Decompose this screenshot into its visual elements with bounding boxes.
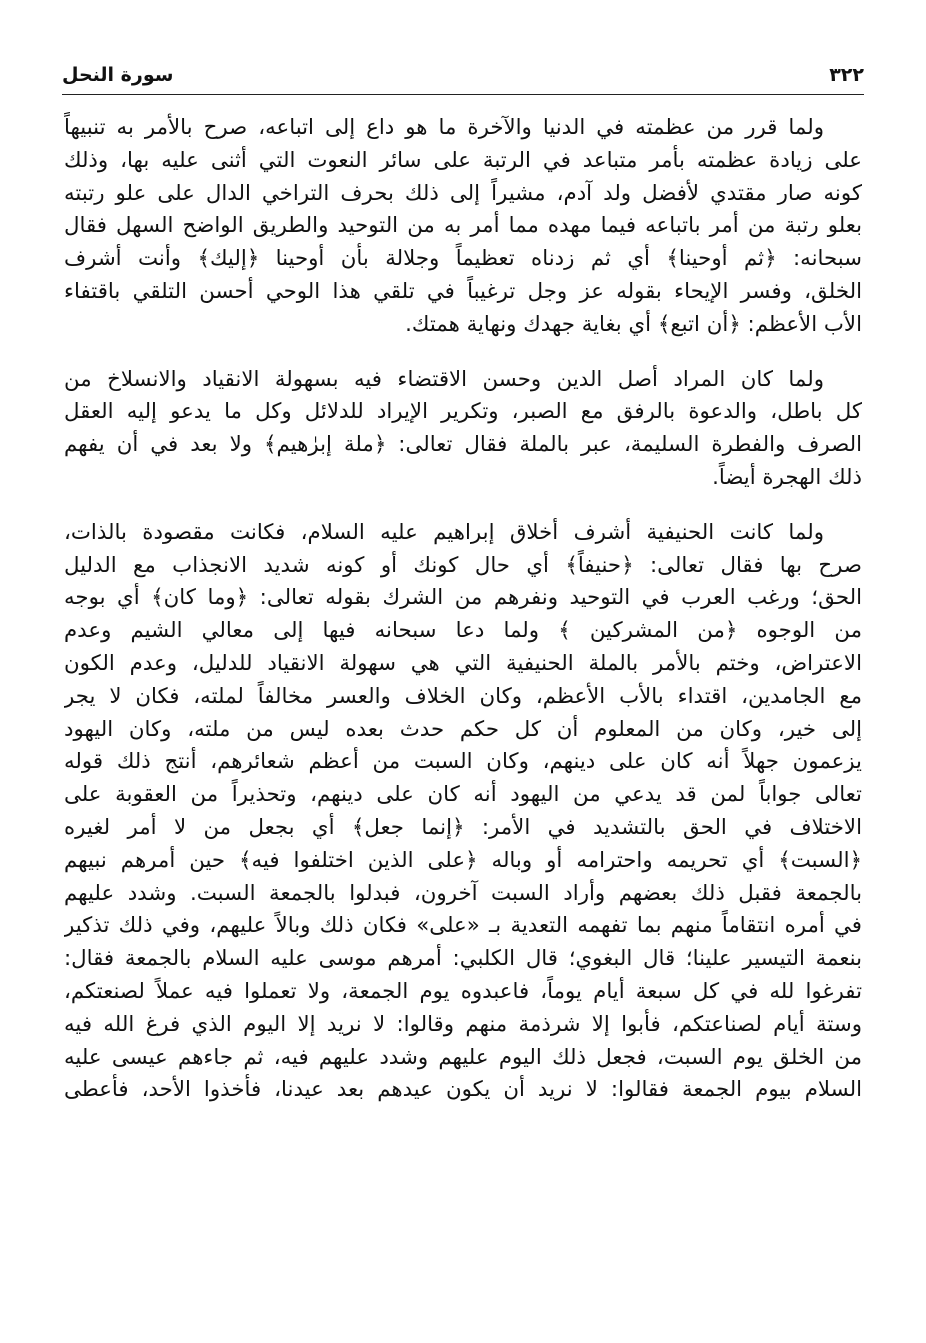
- text-line: ﴿السبت﴾ أي تحريمه واحترامه أو وباله ﴿على الذين اختلفوا فيه﴾ حين أمرهم نبيهم: [64, 847, 862, 873]
- text-line: ولما كان المراد أصل الدين وحسن الاقتضاء فيه بسهولة الانقياد والانسلاخ من: [64, 366, 824, 392]
- text-line: يزعمون جهلاً أنه كان على دينهم، وكان السبت من أعظم شعائرهم، أنتج ذلك قوله: [64, 749, 862, 775]
- text-line: الخلق، وفسر الإيحاء بقوله عز وجل ترغيباً في تلقي هذا الوحي أحسن التلقي باقتفاء: [64, 278, 862, 304]
- text-line: الحق؛ ورغب العرب في التوحيد ونفرهم من الشرك بقوله تعالى: ﴿وما كان﴾ أي بوجه: [64, 585, 862, 611]
- text-line: بنعمة التيسير علينا؛ قال البغوي؛ قال الكلبي: أمرهم موسى عليه السلام بالجمعة فقال:: [64, 946, 862, 972]
- page-number: ٣٢٢: [829, 64, 864, 86]
- text-line: صرح بها فقال تعالى: ﴿حنيفاً﴾ أي حال كونك أو كونه شديد الانجذاب مع الدليل: [64, 552, 862, 578]
- page-header: [62, 52, 864, 95]
- surah-title: سورة النحل: [62, 64, 174, 86]
- text-line: تفرغوا لله في كل سبعة أيام يوماً، فاعبدوه يوم الجمعة، ولا تعملوا فيه عملاً لصنعتكم،: [64, 978, 862, 1004]
- text-line: وستة أيام لصناعتكم، فأبوا إلا شرذمة منهم وقالوا: لا نريد إلا اليوم الذي فرغ الله فيه: [64, 1011, 862, 1037]
- paragraph-2: [64, 364, 862, 495]
- text-line: الأب الأعظم: ﴿أن اتبع﴾ أي بغاية جهدك ونهاية همتك.: [405, 311, 862, 337]
- page-body: [64, 112, 862, 1129]
- text-line: الصرف والفطرة السليمة، عبر بالملة فقال تعالى: ﴿ملة إبرٰهيم﴾ ولا بعد في أن يفهم: [64, 432, 862, 458]
- text-line: سبحانه: ﴿ثم أوحينا﴾ أي ثم زدناه تعظيماً وجلالة بأن أوحينا ﴿إليك﴾ وأنت أشرف: [64, 246, 862, 272]
- text-line: إلى خير، وكان من المعلوم أن كل حكم حدث بعده ليس من ملته، وكان اليهود: [64, 716, 862, 742]
- text-line: كل باطل، والدعوة بالرفق مع الصبر، وتكرير الإيراد للدلائل وكل ما يدعو إليه العقل: [64, 399, 862, 425]
- paragraph-1: [64, 112, 862, 342]
- text-line: على زيادة عظمته بأمر متباعد في الرتبة على سائر النعوت التي أثنى عليه بها، وذلك: [64, 147, 862, 173]
- text-line: ولما قرر من عظمته في الدنيا والآخرة ما هو داع إلى اتباعه، صرح بالأمر به تنبيهاً: [64, 115, 824, 140]
- text-line: ولما كانت الحنيفية أشرف أخلاق إبراهيم عليه السلام، فكانت مقصودة بالذات،: [64, 519, 824, 545]
- text-line: تعالى جواباً لمن قد يدعي من اليهود أنه كان على دينهم، وتحذيراً من العقوبة على: [64, 782, 862, 808]
- text-line: ذلك الهجرة أيضاً.: [712, 464, 862, 490]
- text-line: بالجمعة فقبل ذلك بعضهم وأراد السبت آخرون، فبدلوا بالجمعة السبت. وشدد عليهم: [64, 880, 862, 906]
- text-line: مع الجامدين، اقتداء بالأب الأعظم، وكان الخلاف والعسر مخالفاً لملته، فكان لا يجر: [64, 683, 862, 709]
- text-line: كونه صار مقتدي لأفضل ولد آدم، مشيراً إلى ذلك بحرف التراخي الدال على علو رتبته: [64, 180, 862, 206]
- text-line: من الخلق يوم السبت، فجعل ذلك اليوم عليهم وشدد عليهم فيه، ثم جاءهم عيسى عليه: [64, 1044, 862, 1070]
- paragraph-3: [64, 517, 862, 1107]
- text-line: بعلو رتبة من أمر باتباعه فيما مهده مما أمر به من التوحيد والطريق الواضح السهل فقال: [64, 213, 862, 239]
- text-line: السلام بيوم الجمعة فقالوا: لا نريد أن يكون عيدهم بعد عيدنا، فأخذوا الأحد، فأعطى: [64, 1077, 862, 1103]
- text-line: من الوجوه ﴿من المشركين ﴾ ولما دعا سبحانه فيها إلى معالي الشيم وعدم: [64, 618, 862, 644]
- text-line: في أمره انتقاماً منهم بما تفهمه التعدية بـ «على» فكان ذلك وبالاً عليهم، وفي ذلك تذكير: [64, 913, 862, 939]
- text-line: الاعتراض، وختم بالأمر بالملة الحنيفية التي هي سهولة الانقياد للدليل، وعدم الكون: [64, 650, 862, 676]
- text-line: الاختلاف في الحق بالتشديد في الأمر: ﴿إنما جعل﴾ أي بجعل من لا أمر لغيره: [64, 814, 862, 840]
